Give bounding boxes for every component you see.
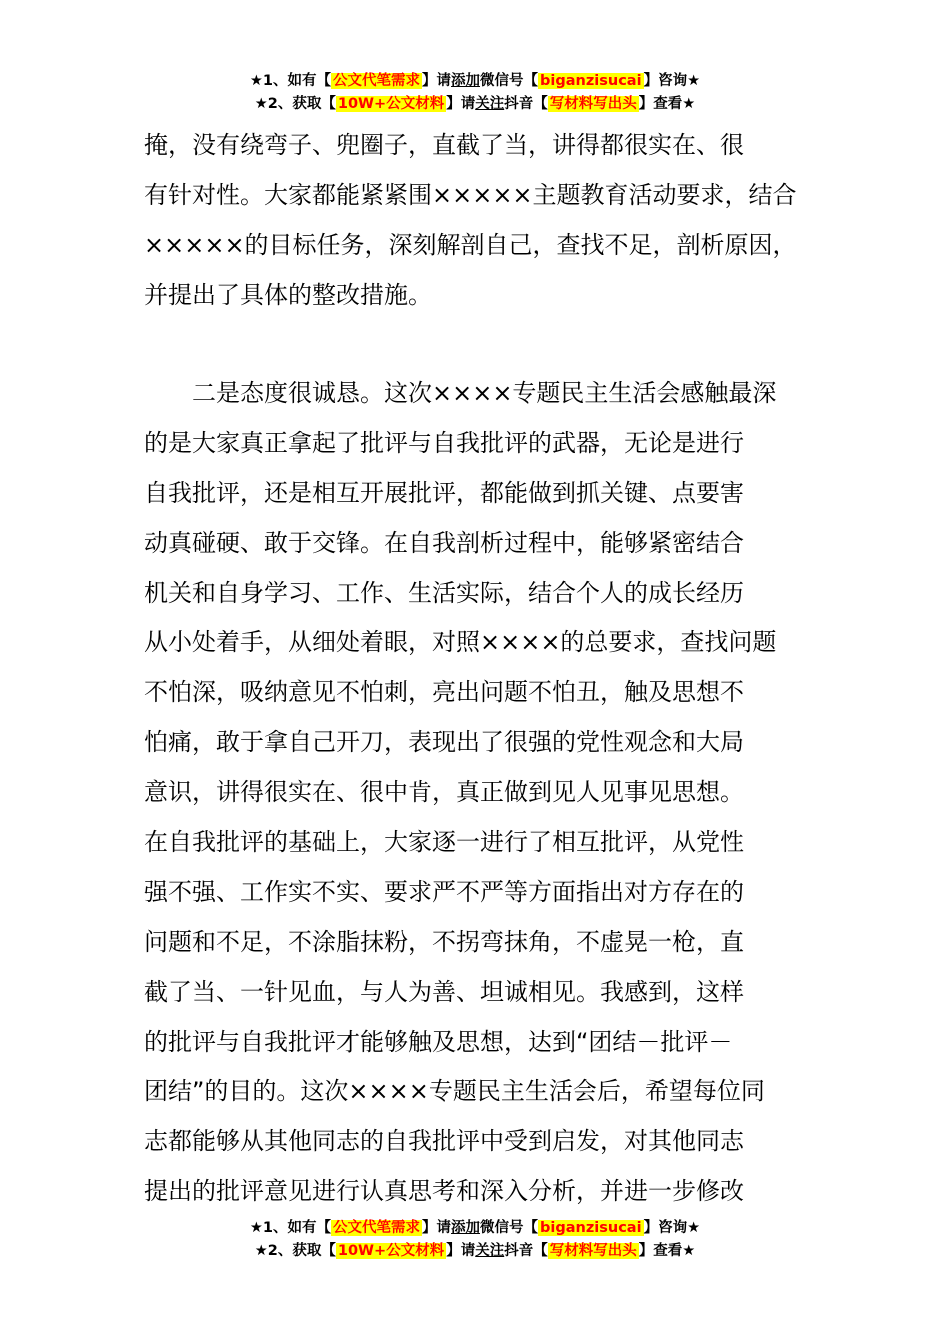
banner-text: ★1、如有【 [249,73,332,89]
text-line: 提出的批评意见进行认真思考和深入分析，并进一步修改 [144,1177,744,1206]
text-line: 志都能够从其他同志的自我批评中受到启发，对其他同志 [144,1127,744,1156]
text-line: 怕痛，敢于拿自己开刀，表现出了很强的党性观念和大局 [144,728,744,757]
banner-emphasis: 添加 [451,1220,481,1236]
banner-text: 】查看★ [638,1243,696,1259]
text-line: 团结”的目的。这次××××专题民主生活会后，希望每位同 [144,1077,765,1106]
banner-text: 】咨询★ [643,1220,701,1236]
text-line: ×××××的目标任务，深刻解剖自己，查找不足，剖析原因， [144,230,797,259]
text-line: 问题和不足，不涂脂抹粉，不拐弯抹角，不虚晃一枪，直 [144,927,744,956]
text-line: 从小处着手，从细处着眼，对照××××的总要求，查找问题 [144,628,777,657]
banner-text: 】请 [422,73,452,89]
banner-emphasis: 关注 [475,96,505,112]
banner-text: ★2、获取【 [254,1243,336,1259]
banner-text: 微信号【 [480,73,539,89]
banner-line-1 [0,70,950,93]
banner-text: ★1、如有【 [249,1220,332,1236]
banner-line-2 [0,93,950,116]
header-banner [0,70,950,116]
banner-text: 抖音【 [504,96,548,112]
banner-line-2 [0,1240,950,1263]
banner-text: 】请 [446,96,476,112]
banner-text: 抖音【 [504,1243,548,1259]
text-line: 机关和自身学习、工作、生活实际，结合个人的成长经历 [144,578,744,607]
banner-highlight: 10W+公文材料 [337,1243,445,1259]
text-line: 并提出了具体的整改措施。 [144,280,432,309]
text-line: 的是大家真正拿起了批评与自我批评的武器，无论是进行 [144,428,744,457]
banner-wechat-id: biganzisucai [540,1220,642,1236]
banner-text: 】咨询★ [643,73,701,89]
text-line: 掩，没有绕弯子、兜圈子，直截了当，讲得都很实在、很 [144,131,744,159]
banner-highlight: 公文代笔需求 [333,1220,421,1236]
text-line: 有针对性。大家都能紧紧围×××××主题教育活动要求，结合 [144,180,797,209]
footer-banner [0,1217,950,1263]
banner-highlight: 10W+公文材料 [337,96,445,112]
banner-emphasis: 关注 [475,1243,505,1259]
banner-douyin-name: 写材料写出头 [549,1243,637,1259]
text-line: 二是态度很诚恳。这次××××专题民主生活会感触最深 [144,379,777,407]
banner-text: ★2、获取【 [254,96,336,112]
banner-douyin-name: 写材料写出头 [549,96,637,112]
text-line: 不怕深，吸纳意见不怕刺，亮出问题不怕丑，触及思想不 [144,678,744,707]
banner-text: 】请 [446,1243,476,1259]
text-line: 在自我批评的基础上，大家逐一进行了相互批评，从党性 [144,828,744,857]
banner-text: 】请 [422,1220,452,1236]
banner-text: 微信号【 [480,1220,539,1236]
body-paragraph-1 [144,121,808,321]
banner-highlight: 公文代笔需求 [333,73,421,89]
text-line: 自我批评，还是相互开展批评，都能做到抓关键、点要害 [144,478,744,507]
text-line: 动真碰硬、敢于交锋。在自我剖析过程中，能够紧密结合 [144,528,744,557]
text-line: 的批评与自我批评才能够触及思想，达到“团结－批评－ [144,1027,733,1056]
text-line: 强不强、工作实不实、要求严不严等方面指出对方存在的 [144,877,744,906]
banner-line-1 [0,1217,950,1240]
banner-emphasis: 添加 [451,73,481,89]
body-paragraph-2 [144,369,808,1217]
banner-text: 】查看★ [638,96,696,112]
text-line: 意识，讲得很实在、很中肯，真正做到见人见事见思想。 [144,778,744,807]
banner-wechat-id: biganzisucai [540,73,642,89]
text-line: 截了当、一针见血，与人为善、坦诚相见。我感到，这样 [144,977,744,1006]
